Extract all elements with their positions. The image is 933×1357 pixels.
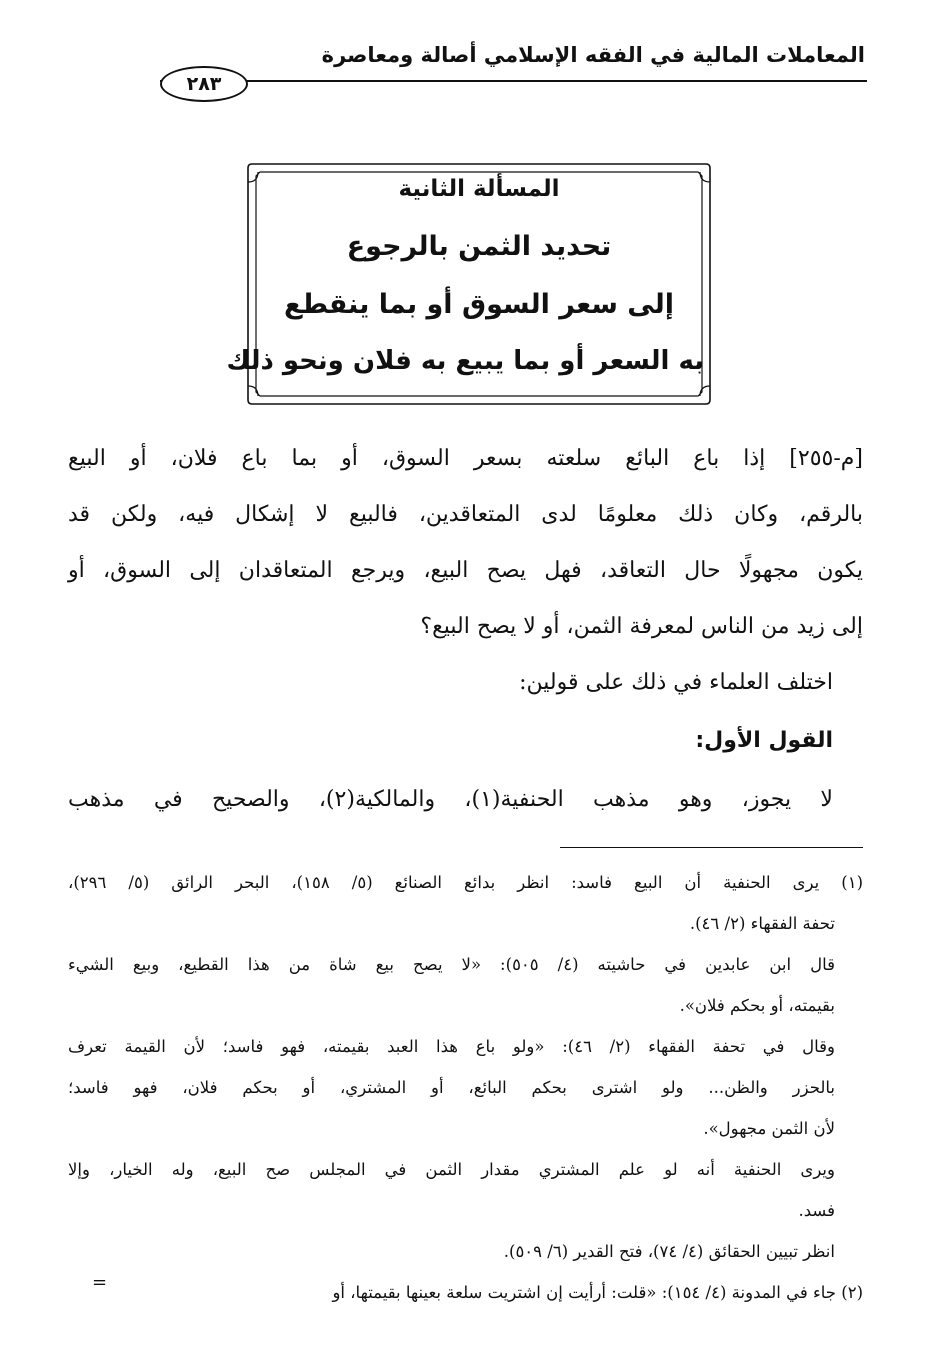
footnote-line: انظر تبيين الحقائق (٤/ ٧٤)، فتح القدير (٦/ ٥٠٩). <box>503 1242 835 1261</box>
footnote-line: (٢) جاء في المدونة (٤/ ١٥٤): «قلت: أرأيت إن اشتريت سلعة بعينها بقيمتها، أو <box>332 1283 863 1302</box>
issue-number-heading: المسألة الثانية <box>398 176 560 202</box>
title-text <box>226 174 704 378</box>
header-rule <box>160 80 867 82</box>
footnotes <box>68 862 863 1313</box>
body-paragraph-3 <box>68 772 833 828</box>
footnote-line: بالحزر والظن... ولو اشترى بحكم البائع، أو المشتري، أو بحكم فلان، فهو فاسد؛ <box>68 1078 835 1097</box>
footnote-line: تحفة الفقهاء (٢/ ٤٦). <box>689 914 835 933</box>
issue-title-line-1: تحديد الثمن بالرجوع <box>346 231 612 262</box>
continuation-mark: = <box>92 1272 108 1293</box>
issue-title-line-3: به السعر أو بما يبيع به فلان ونحو ذلك <box>226 346 704 376</box>
paragraph-line: يكون مجهولًا حال التعاقد، فهل يصح البيع، ويرجع المتعاقدان إلى السوق، أو <box>68 558 863 583</box>
footnote-line: قال ابن عابدين في حاشيته (٤/ ٥٠٥): «لا يصح بيع شاة من هذا القطيع، وبيع الشيء <box>68 955 835 974</box>
paragraph-line: [م-٢٥٥] إذا باع البائع سلعته بسعر السوق، أو بما باع فلان، أو البيع <box>68 446 863 471</box>
first-opinion-heading: القول الأول: <box>695 728 833 753</box>
issue-title-line-2: إلى سعر السوق أو بما ينقطع <box>284 289 674 320</box>
running-title: المعاملات المالية في الفقه الإسلامي أصالة ومعاصرة <box>321 43 865 67</box>
body-paragraph-1 <box>68 431 863 655</box>
body-paragraph-2: اختلف العلماء في ذلك على قولين: <box>519 670 833 695</box>
page-number: ٢٨٣ <box>160 66 248 102</box>
title-frame <box>226 160 714 408</box>
footnote-line: ويرى الحنفية أنه لو علم المشتري مقدار الثمن في المجلس صح البيع، وله الخيار، وإلا <box>68 1160 835 1179</box>
footnote-separator <box>560 847 863 848</box>
footnote-line: بقيمته، أو بحكم فلان». <box>679 996 835 1015</box>
footnote-line: (١) يرى الحنفية أن البيع فاسد: انظر بدائع الصنائع (٥/ ١٥٨)، البحر الرائق (٥/ ٢٩٦)، <box>68 873 863 892</box>
paragraph-line: لا يجوز، وهو مذهب الحنفية(١)، والمالكية(٢)، والصحيح في مذهب <box>68 787 833 812</box>
paragraph-line: إلى زيد من الناس لمعرفة الثمن، أو لا يصح البيع؟ <box>420 614 863 639</box>
footnote-line: فسد. <box>798 1201 835 1220</box>
footnote-line: لأن الثمن مجهول». <box>703 1119 835 1138</box>
footnote-line: وقال في تحفة الفقهاء (٢/ ٤٦): «ولو باع هذا العبد بقيمته، فهو فاسد؛ لأن القيمة تعرف <box>68 1037 836 1056</box>
paragraph-line: بالرقم، وكان ذلك معلومًا لدى المتعاقدين، فالبيع لا إشكال فيه، ولكن قد <box>68 502 863 527</box>
